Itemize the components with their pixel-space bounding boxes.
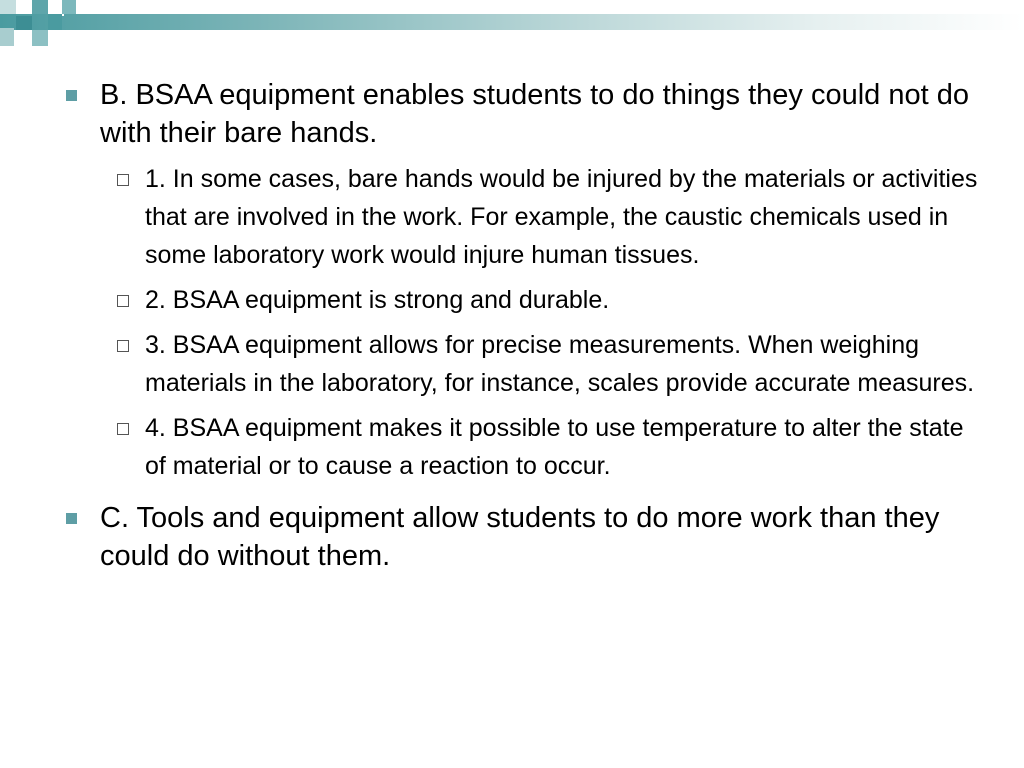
sub-bullet-item (116, 409, 980, 485)
header-gradient-bar (0, 14, 1024, 30)
sub-bullet-list (116, 160, 980, 485)
bullet-text: B. BSAA equipment enables students to do things they could not do with their bare hands. (100, 79, 969, 149)
decor-square (48, 14, 62, 30)
decor-square (32, 30, 48, 46)
decor-square (16, 30, 32, 46)
sub-bullet-item (116, 281, 980, 319)
square-bullet-icon (66, 90, 77, 101)
slide-content (60, 76, 980, 589)
decor-square (0, 28, 14, 46)
decor-square (0, 0, 16, 14)
hollow-square-bullet-icon (117, 174, 129, 186)
sub-bullet-item (116, 160, 980, 274)
bullet-item (60, 499, 980, 575)
hollow-square-bullet-icon (117, 423, 129, 435)
sub-bullet-text: 3. BSAA equipment allows for precise measurements. When weighing materials in the laboratory, for instance, scales provide accurate measures. (145, 331, 975, 397)
header-decoration (0, 0, 1024, 50)
bullet-item (60, 76, 980, 485)
hollow-square-bullet-icon (117, 295, 129, 307)
square-bullet-icon (66, 513, 77, 524)
decor-square (62, 0, 76, 14)
bullet-text: C. Tools and equipment allow students to do more work than they could do without them. (100, 502, 940, 572)
sub-bullet-text: 1. In some cases, bare hands would be injured by the materials or activities that are involved in the work. For example, the caustic chemicals used in some laboratory work would injure human tissues. (145, 165, 978, 269)
sub-bullet-text: 4. BSAA equipment makes it possible to use temperature to alter the state of material or to cause a reaction to occur. (145, 414, 964, 480)
sub-bullet-item (116, 326, 980, 402)
hollow-square-bullet-icon (117, 340, 129, 352)
sub-bullet-text: 2. BSAA equipment is strong and durable. (145, 286, 610, 314)
decor-square (32, 0, 48, 14)
